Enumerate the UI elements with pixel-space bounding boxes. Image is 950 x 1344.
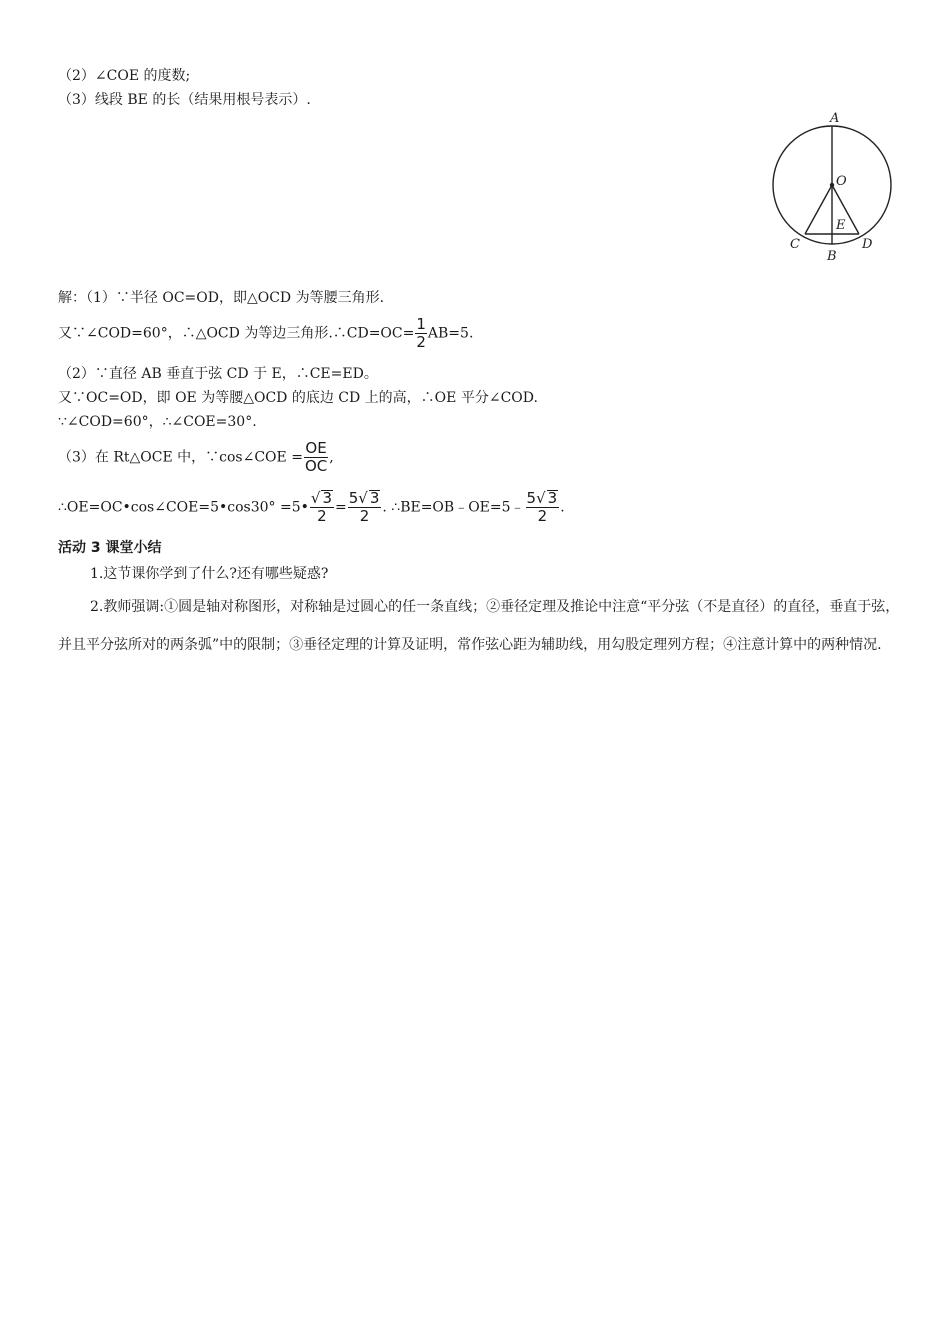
text: . (560, 499, 565, 516)
numerator: 5√ 3 (348, 489, 380, 507)
text: （3）在 Rt△OCE 中，∵cos∠COE = (58, 449, 303, 466)
circle-diagram (764, 108, 904, 268)
numerator: 5√ 3 (526, 489, 558, 507)
denominator: 2 (317, 507, 327, 525)
denominator: 2 (416, 333, 426, 351)
label-o: O (836, 174, 847, 189)
question-3: （3）线段 BE 的长（结果用根号表示）. (58, 92, 311, 108)
solution-line-6 (58, 440, 334, 475)
activity-point-1: 1.这节课你学到了什么?还有哪些疑惑? (90, 566, 329, 582)
radicand: 3 (322, 489, 332, 507)
fraction-5root3-over-2 (348, 490, 382, 525)
solution-line-5: ∵∠COD=60°，∴∠COE=30°. (58, 414, 257, 430)
label-c: C (790, 237, 800, 252)
denominator: 2 (537, 507, 548, 525)
activity-point-2: 2.教师强调:①圆是轴对称图形，对称轴是过圆心的任一条直线；②垂径定理及推论中注意“平分弦（不是直径）的直径，垂直于弦，并且平分弦所对的两条弧”中的限制；③垂径定理的计算及证明，常作弦心距为辅助线，用勾股定理列方程；④注意计算中的两种情况. (58, 599, 900, 653)
fraction-oe-oc (304, 440, 328, 475)
text: , (329, 449, 334, 466)
fraction-5root3-over-2 (526, 490, 560, 525)
numerator: OE (305, 439, 327, 457)
denominator: OC (304, 457, 328, 475)
solution-line-1: 解：（1）∵半径 OC=OD，即△OCD 为等腰三角形. (58, 290, 385, 306)
text: AB=5. (427, 325, 474, 342)
text: ∴OE=OC•cos∠COE=5•cos30° =5• (58, 499, 309, 516)
text: = (335, 499, 347, 516)
text: 又∵∠COD=60°，∴△OCD 为等边三角形.∴CD=OC= (58, 325, 415, 342)
solution-line-3: （2）∵直径 AB 垂直于弦 CD 于 E，∴CE=ED。 (58, 366, 378, 382)
text: . ∴BE=OB﹣OE=5﹣ (382, 499, 525, 516)
denominator: 2 (359, 507, 370, 525)
coefficient: 5 (348, 489, 359, 507)
fraction-root3-over-2 (310, 490, 334, 525)
solution-line-2 (58, 316, 473, 351)
label-e: E (836, 218, 846, 233)
numerator: 1 (416, 315, 426, 333)
solution-line-7 (58, 490, 565, 525)
label-a: A (830, 111, 840, 126)
label-d: D (862, 237, 873, 252)
radicand: 3 (369, 489, 380, 507)
question-2: （2）∠COE 的度数; (58, 68, 191, 84)
coefficient: 5 (526, 489, 537, 507)
label-b: B (827, 249, 837, 264)
segment-oc (805, 185, 832, 234)
solution-line-4: 又∵OC=OD，即 OE 为等腰△OCD 的底边 CD 上的高，∴OE 平分∠COD. (58, 390, 538, 406)
radicand: 3 (547, 489, 558, 507)
center-point (830, 183, 834, 187)
fraction-half (415, 316, 427, 351)
activity-title: 活动 3 课堂小结 (58, 540, 162, 556)
numerator: √ 3 (310, 489, 332, 507)
